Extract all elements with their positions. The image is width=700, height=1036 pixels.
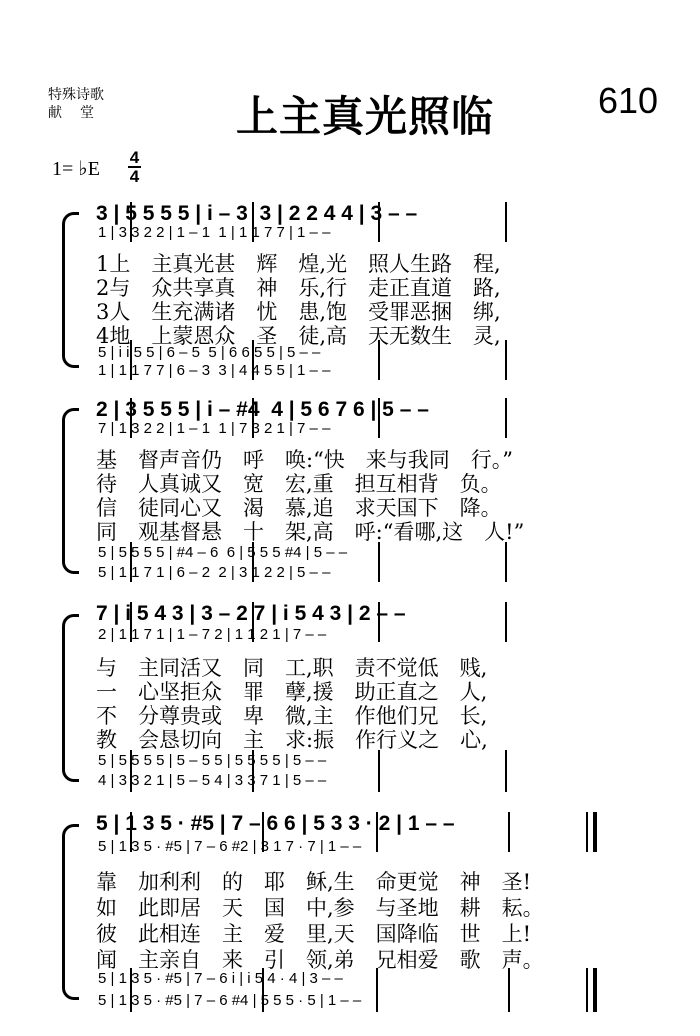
final-barline-thick xyxy=(593,968,597,1012)
barline xyxy=(505,750,507,792)
barline xyxy=(376,968,378,1012)
final-barline-thin xyxy=(586,968,588,1012)
verse-2-lyrics: 待 人真诚又 宽 宏,重 担互相背 负。 xyxy=(96,472,502,496)
verse-3-lyrics: 3人 生充满诸 忧 患,饱 受罪恶捆 绑, xyxy=(96,300,501,324)
verse-1-lyrics: 与 主同活又 同 工,职 责不觉低 贱, xyxy=(96,656,488,680)
barline xyxy=(505,542,507,582)
verse-4-lyrics: 教 会恳切向 主 求:振 作行义之 心, xyxy=(96,728,488,752)
verse-1-lyrics: 1上 主真光甚 辉 煌,光 照人生路 程, xyxy=(96,252,501,276)
barline xyxy=(505,202,507,242)
score-system-3: 7 | i 5 4 3 | 3 – 2 7 | i 5 4 3 | 2 – – 2 | 1 1 7 1 | 1 – 7 2 | 1 1 2 1 | 7 – – 与 主同活又 同 工,职 责不觉低 贱, 一 心坚拒众 罪 孽,援 助正直之 人, 不 分尊贵或 卑 微,主 作他们兄 长, 教 会恳切向 主 求:振 作行义之 心, 5 | 5 5 5 5 | 5 – 5 5 | 5 5 5 5 | 5 – – 4 | 3 3 2 1 | 5 – 5 4 | 3 3 7 1 | 5 – – xyxy=(0,600,700,800)
verse-3-lyrics: 信 徒同心又 渴 慕,追 求天国下 降。 xyxy=(96,496,502,520)
verse-3-lyrics: 不 分尊贵或 卑 微,主 作他们兄 长, xyxy=(96,704,488,728)
verse-4-lyrics: 4地 上蒙恩众 圣 徒,高 天无数生 灵, xyxy=(96,324,501,348)
score-system-4: 5 | 1 3 5 · #5 | 7 – 6 6 | 5 3 3 · 2 | 1 – – 5 | 1 3 5 · #5 | 7 – 6 #2 | 3 1 7 · 7 | 1 – – 靠 加利利 的 耶 稣,生 命更觉 神 圣! 如 此即居 天 国 中,参 与圣地 耕 耘。 彼 此相连 主 爱 里,天 国降临 世 上! 闻 主亲自 来 引 领,弟 兄相爱 歌 声。 5 | 1 3 5 · #5 | 7 – 6 i | i 5 4 · 4 | 3 – – 5 | 1 3 5 · #5 | 7 – 6 #4 | 5 5 5 · 5 | 1 – – xyxy=(0,810,700,1020)
verse-1-lyrics: 靠 加利利 的 耶 稣,生 命更觉 神 圣! xyxy=(96,870,532,894)
system-brace xyxy=(62,408,79,574)
barline xyxy=(378,542,380,582)
hymn-category: 特殊诗歌 xyxy=(48,87,104,103)
verse-2-lyrics: 如 此即居 天 国 中,参 与圣地 耕 耘。 xyxy=(96,896,544,920)
verse-1-lyrics: 基 督声音仍 呼 唤:“快 来与我同 行。” xyxy=(96,448,514,472)
system-brace xyxy=(62,212,79,368)
verse-4-lyrics: 闻 主亲自 来 引 领,弟 兄相爱 歌 声。 xyxy=(96,948,544,972)
key-signature: 1= ♭E xyxy=(52,158,100,180)
time-top: 4 xyxy=(129,148,140,167)
system-brace xyxy=(62,824,79,1000)
barline xyxy=(378,750,380,792)
verse-2-lyrics: 一 心坚拒众 罪 孽,援 助正直之 人, xyxy=(96,680,488,704)
barline xyxy=(508,968,510,1012)
verse-3-lyrics: 彼 此相连 主 爱 里,天 国降临 世 上! xyxy=(96,922,532,946)
verse-4-lyrics: 同 观基督悬 十 架,高 呼:“看哪,这 人!” xyxy=(96,520,525,544)
barline xyxy=(505,602,507,642)
barline xyxy=(505,398,507,438)
time-bottom: 4 xyxy=(129,167,140,186)
barline xyxy=(508,812,510,852)
final-barline-thick xyxy=(593,812,597,852)
time-signature xyxy=(128,150,141,184)
hymn-title: 上主真光照临 xyxy=(236,92,495,141)
hymn-section: 献 堂 xyxy=(48,105,96,121)
barline xyxy=(505,340,507,380)
score-system-2: 2 | 3 5 5 5 | i – #4 4 | 5 6 7 6 | 5 – – 7 | 1 3 2 2 | 1 – 1 1 | 7 3 2 1 | 7 – – 基 督声音仍 呼 唤:“快 来与我同 行。” 待 人真诚又 宽 宏,重 担互相背 负。 信 徒同心又 渴 慕,追 求天国下 降。 同 观基督悬 十 架,高 呼:“看哪,这 人!” 5 | 5 5 5 5 | #4 – 6 6 | 5 5 5 #4 | 5 – – 5 | 1 1 7 1 | 6 – 2 2 | 3 1 2 2 | 5 – – xyxy=(0,396,700,586)
final-barline-thin xyxy=(586,812,588,852)
hymn-number: 610 xyxy=(598,80,659,121)
verse-2-lyrics: 2与 众共享真 神 乐,行 走正直道 路, xyxy=(96,276,501,300)
system-brace xyxy=(62,614,79,782)
score-system-1: 3 | 5 5 5 5 | i – 3 3 | 2 2 4 4 | 3 – – 1 | 3 3 2 2 | 1 – 1 1 | 1 1 7 7 | 1 – – 1上 主真光甚 辉 煌,光 照人生路 程, 2与 众共享真 神 乐,行 走正直道 路, 3人 生充满诸 忧 患,饱 受罪恶捆 绑, 4地 上蒙恩众 圣 徒,高 天无数生 灵, 5 | i i 5 5 | 6 – 5 5 | 6 6 5 5 | 5 – – 1 | 1 1 7 7 | 6 – 3 3 | 4 4 5 5 | 1 – – xyxy=(0,200,700,380)
